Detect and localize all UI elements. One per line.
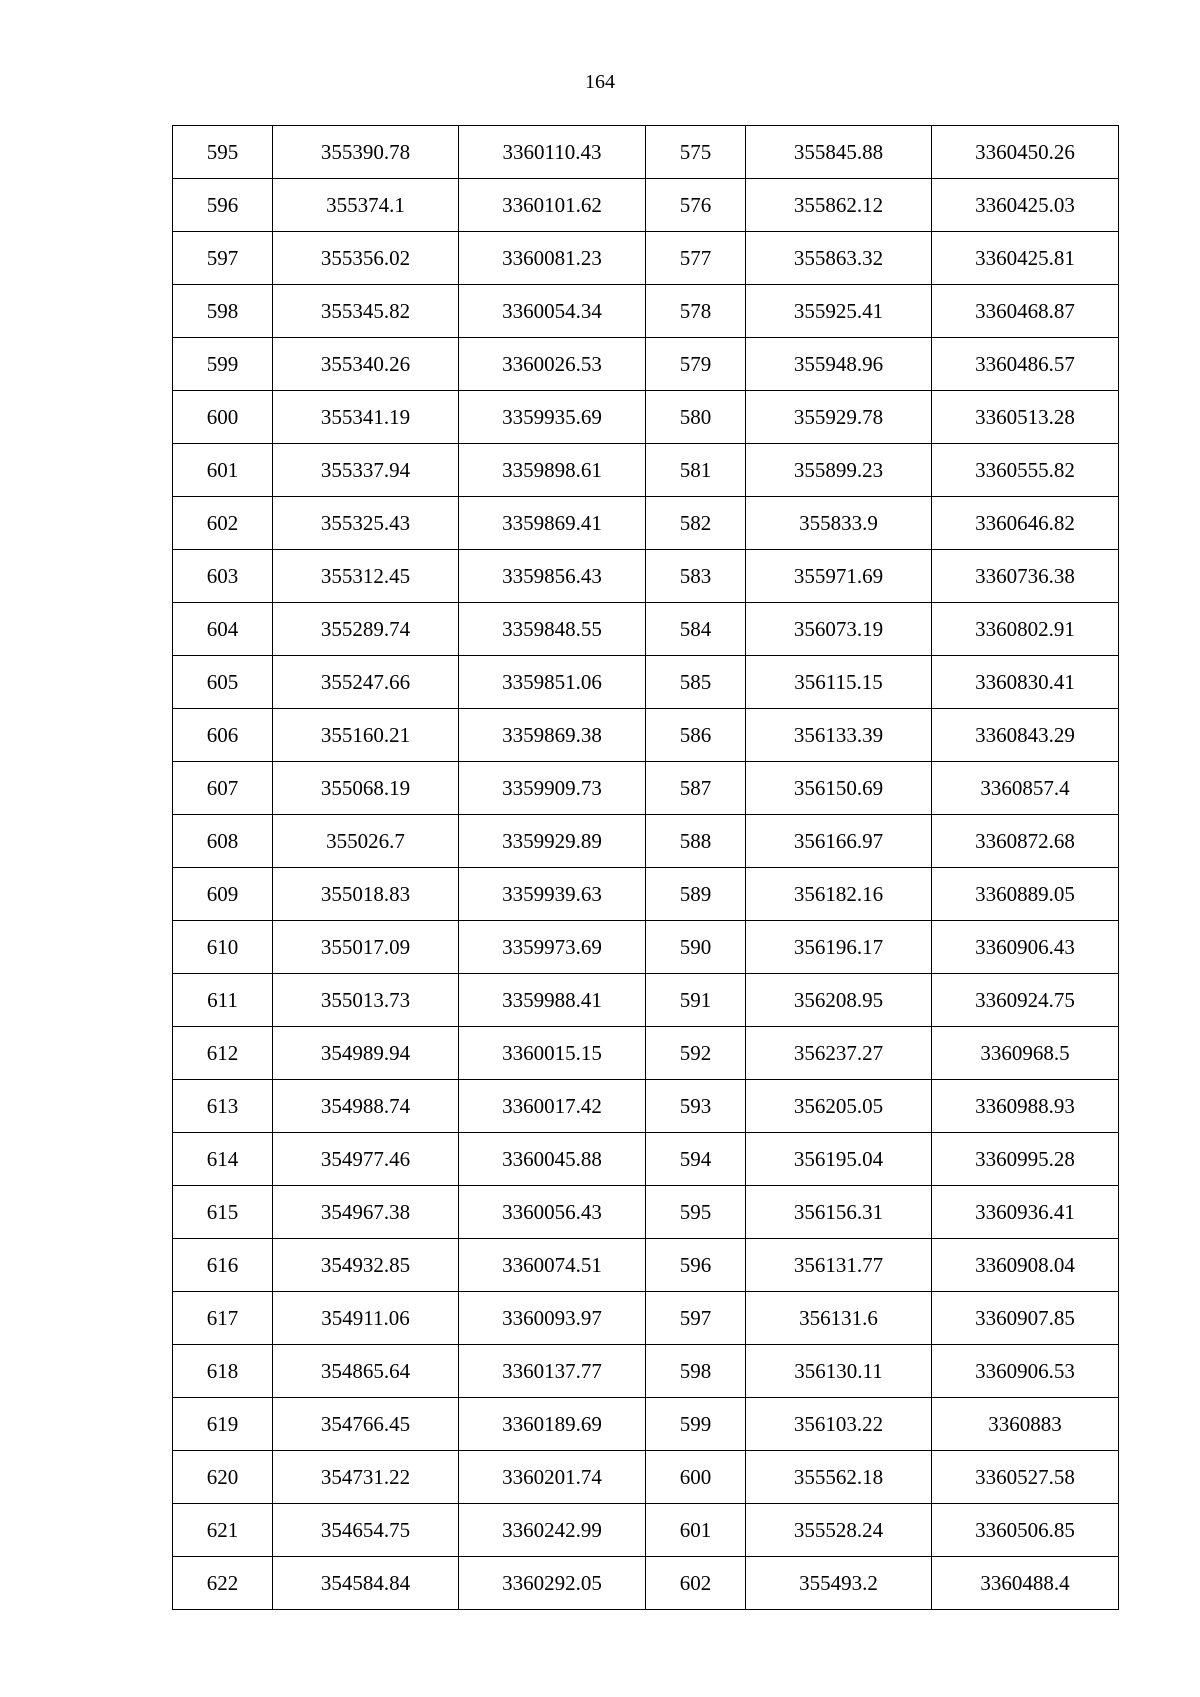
point-id-right-cell: 581 — [646, 444, 746, 497]
y-coord-right-cell: 3360843.29 — [932, 709, 1119, 762]
y-coord-left-cell: 3360292.05 — [459, 1557, 646, 1610]
y-coord-right-cell: 3360425.81 — [932, 232, 1119, 285]
y-coord-left-cell: 3359988.41 — [459, 974, 646, 1027]
point-id-left-cell: 622 — [173, 1557, 273, 1610]
point-id-left-cell: 613 — [173, 1080, 273, 1133]
x-coord-right-cell: 356237.27 — [746, 1027, 932, 1080]
x-coord-left-cell: 354988.74 — [273, 1080, 459, 1133]
y-coord-right-cell: 3360968.5 — [932, 1027, 1119, 1080]
point-id-right-cell: 600 — [646, 1451, 746, 1504]
table-row — [173, 1292, 1119, 1345]
point-id-left-cell: 609 — [173, 868, 273, 921]
x-coord-left-cell: 355325.43 — [273, 497, 459, 550]
point-id-left-cell: 614 — [173, 1133, 273, 1186]
y-coord-left-cell: 3360201.74 — [459, 1451, 646, 1504]
y-coord-right-cell: 3360486.57 — [932, 338, 1119, 391]
x-coord-left-cell: 354731.22 — [273, 1451, 459, 1504]
point-id-left-cell: 619 — [173, 1398, 273, 1451]
x-coord-right-cell: 356115.15 — [746, 656, 932, 709]
table-row — [173, 1345, 1119, 1398]
table-row — [173, 1398, 1119, 1451]
page-number: 164 — [585, 71, 615, 93]
y-coord-right-cell: 3360906.53 — [932, 1345, 1119, 1398]
point-id-right-cell: 578 — [646, 285, 746, 338]
point-id-right-cell: 588 — [646, 815, 746, 868]
y-coord-right-cell: 3360830.41 — [932, 656, 1119, 709]
point-id-left-cell: 601 — [173, 444, 273, 497]
point-id-left-cell: 595 — [173, 126, 273, 179]
point-id-right-cell: 584 — [646, 603, 746, 656]
point-id-right-cell: 597 — [646, 1292, 746, 1345]
y-coord-right-cell: 3360988.93 — [932, 1080, 1119, 1133]
point-id-right-cell: 591 — [646, 974, 746, 1027]
y-coord-left-cell: 3360056.43 — [459, 1186, 646, 1239]
x-coord-right-cell: 356133.39 — [746, 709, 932, 762]
y-coord-left-cell: 3359939.63 — [459, 868, 646, 921]
x-coord-right-cell: 356182.16 — [746, 868, 932, 921]
point-id-right-cell: 592 — [646, 1027, 746, 1080]
table-row — [173, 1186, 1119, 1239]
point-id-right-cell: 590 — [646, 921, 746, 974]
table-row — [173, 656, 1119, 709]
point-id-right-cell: 596 — [646, 1239, 746, 1292]
x-coord-left-cell: 355026.7 — [273, 815, 459, 868]
x-coord-right-cell: 356150.69 — [746, 762, 932, 815]
point-id-left-cell: 600 — [173, 391, 273, 444]
y-coord-left-cell: 3360015.15 — [459, 1027, 646, 1080]
table-row — [173, 444, 1119, 497]
point-id-right-cell: 583 — [646, 550, 746, 603]
table-row — [173, 126, 1119, 179]
x-coord-right-cell: 355862.12 — [746, 179, 932, 232]
x-coord-right-cell: 355863.32 — [746, 232, 932, 285]
point-id-left-cell: 597 — [173, 232, 273, 285]
x-coord-left-cell: 354654.75 — [273, 1504, 459, 1557]
point-id-left-cell: 606 — [173, 709, 273, 762]
x-coord-right-cell: 356205.05 — [746, 1080, 932, 1133]
y-coord-right-cell: 3360936.41 — [932, 1186, 1119, 1239]
y-coord-right-cell: 3360889.05 — [932, 868, 1119, 921]
x-coord-right-cell: 356130.11 — [746, 1345, 932, 1398]
point-id-right-cell: 585 — [646, 656, 746, 709]
x-coord-right-cell: 356195.04 — [746, 1133, 932, 1186]
y-coord-right-cell: 3360513.28 — [932, 391, 1119, 444]
y-coord-left-cell: 3360026.53 — [459, 338, 646, 391]
point-id-right-cell: 595 — [646, 1186, 746, 1239]
point-id-right-cell: 594 — [646, 1133, 746, 1186]
x-coord-left-cell: 354932.85 — [273, 1239, 459, 1292]
y-coord-right-cell: 3360908.04 — [932, 1239, 1119, 1292]
point-id-right-cell: 598 — [646, 1345, 746, 1398]
x-coord-right-cell: 356166.97 — [746, 815, 932, 868]
y-coord-left-cell: 3359869.38 — [459, 709, 646, 762]
y-coord-left-cell: 3360017.42 — [459, 1080, 646, 1133]
table-row — [173, 285, 1119, 338]
point-id-left-cell: 616 — [173, 1239, 273, 1292]
point-id-right-cell: 580 — [646, 391, 746, 444]
point-id-left-cell: 607 — [173, 762, 273, 815]
y-coord-left-cell: 3359935.69 — [459, 391, 646, 444]
table-row — [173, 762, 1119, 815]
coordinate-table — [172, 125, 1119, 1610]
x-coord-right-cell: 356131.6 — [746, 1292, 932, 1345]
y-coord-left-cell: 3359898.61 — [459, 444, 646, 497]
point-id-left-cell: 610 — [173, 921, 273, 974]
y-coord-left-cell: 3359851.06 — [459, 656, 646, 709]
point-id-right-cell: 586 — [646, 709, 746, 762]
y-coord-right-cell: 3360646.82 — [932, 497, 1119, 550]
y-coord-left-cell: 3360045.88 — [459, 1133, 646, 1186]
y-coord-right-cell: 3360906.43 — [932, 921, 1119, 974]
x-coord-right-cell: 355845.88 — [746, 126, 932, 179]
x-coord-right-cell: 355929.78 — [746, 391, 932, 444]
x-coord-left-cell: 355018.83 — [273, 868, 459, 921]
x-coord-left-cell: 355013.73 — [273, 974, 459, 1027]
y-coord-left-cell: 3360110.43 — [459, 126, 646, 179]
table-row — [173, 1133, 1119, 1186]
x-coord-right-cell: 355971.69 — [746, 550, 932, 603]
y-coord-left-cell: 3359848.55 — [459, 603, 646, 656]
x-coord-right-cell: 355562.18 — [746, 1451, 932, 1504]
y-coord-right-cell: 3360857.4 — [932, 762, 1119, 815]
y-coord-right-cell: 3360506.85 — [932, 1504, 1119, 1557]
x-coord-right-cell: 356208.95 — [746, 974, 932, 1027]
point-id-left-cell: 602 — [173, 497, 273, 550]
x-coord-left-cell: 355247.66 — [273, 656, 459, 709]
table-row — [173, 815, 1119, 868]
table-row — [173, 1504, 1119, 1557]
point-id-left-cell: 604 — [173, 603, 273, 656]
point-id-left-cell: 605 — [173, 656, 273, 709]
x-coord-left-cell: 354584.84 — [273, 1557, 459, 1610]
point-id-left-cell: 618 — [173, 1345, 273, 1398]
y-coord-left-cell: 3360081.23 — [459, 232, 646, 285]
coordinate-table-body — [173, 126, 1119, 1610]
point-id-left-cell: 608 — [173, 815, 273, 868]
point-id-right-cell: 593 — [646, 1080, 746, 1133]
point-id-left-cell: 617 — [173, 1292, 273, 1345]
x-coord-right-cell: 356103.22 — [746, 1398, 932, 1451]
x-coord-left-cell: 355068.19 — [273, 762, 459, 815]
table-row — [173, 1557, 1119, 1610]
x-coord-right-cell: 355925.41 — [746, 285, 932, 338]
y-coord-right-cell: 3360883 — [932, 1398, 1119, 1451]
x-coord-right-cell: 355833.9 — [746, 497, 932, 550]
x-coord-left-cell: 355374.1 — [273, 179, 459, 232]
y-coord-left-cell: 3359973.69 — [459, 921, 646, 974]
y-coord-right-cell: 3360468.87 — [932, 285, 1119, 338]
x-coord-left-cell: 354977.46 — [273, 1133, 459, 1186]
point-id-left-cell: 603 — [173, 550, 273, 603]
y-coord-left-cell: 3360189.69 — [459, 1398, 646, 1451]
x-coord-left-cell: 354967.38 — [273, 1186, 459, 1239]
y-coord-left-cell: 3360242.99 — [459, 1504, 646, 1557]
y-coord-left-cell: 3359856.43 — [459, 550, 646, 603]
x-coord-left-cell: 355345.82 — [273, 285, 459, 338]
point-id-right-cell: 587 — [646, 762, 746, 815]
point-id-right-cell: 602 — [646, 1557, 746, 1610]
table-row — [173, 497, 1119, 550]
point-id-left-cell: 615 — [173, 1186, 273, 1239]
point-id-left-cell: 620 — [173, 1451, 273, 1504]
table-row — [173, 603, 1119, 656]
point-id-left-cell: 611 — [173, 974, 273, 1027]
point-id-left-cell: 599 — [173, 338, 273, 391]
table-row — [173, 550, 1119, 603]
point-id-right-cell: 579 — [646, 338, 746, 391]
point-id-left-cell: 621 — [173, 1504, 273, 1557]
x-coord-right-cell: 356073.19 — [746, 603, 932, 656]
x-coord-right-cell: 355899.23 — [746, 444, 932, 497]
y-coord-left-cell: 3359869.41 — [459, 497, 646, 550]
x-coord-right-cell: 355948.96 — [746, 338, 932, 391]
table-row — [173, 1080, 1119, 1133]
y-coord-right-cell: 3360907.85 — [932, 1292, 1119, 1345]
x-coord-right-cell: 356196.17 — [746, 921, 932, 974]
x-coord-left-cell: 355356.02 — [273, 232, 459, 285]
table-row — [173, 338, 1119, 391]
x-coord-left-cell: 354865.64 — [273, 1345, 459, 1398]
y-coord-left-cell: 3360054.34 — [459, 285, 646, 338]
y-coord-right-cell: 3360555.82 — [932, 444, 1119, 497]
point-id-right-cell: 577 — [646, 232, 746, 285]
x-coord-left-cell: 354766.45 — [273, 1398, 459, 1451]
table-row — [173, 391, 1119, 444]
x-coord-left-cell: 354911.06 — [273, 1292, 459, 1345]
table-row — [173, 232, 1119, 285]
table-row — [173, 921, 1119, 974]
y-coord-left-cell: 3359909.73 — [459, 762, 646, 815]
y-coord-left-cell: 3360074.51 — [459, 1239, 646, 1292]
point-id-left-cell: 598 — [173, 285, 273, 338]
y-coord-left-cell: 3360137.77 — [459, 1345, 646, 1398]
table-row — [173, 1451, 1119, 1504]
y-coord-right-cell: 3360488.4 — [932, 1557, 1119, 1610]
x-coord-left-cell: 355341.19 — [273, 391, 459, 444]
x-coord-right-cell: 355493.2 — [746, 1557, 932, 1610]
x-coord-left-cell: 355390.78 — [273, 126, 459, 179]
y-coord-right-cell: 3360527.58 — [932, 1451, 1119, 1504]
table-row — [173, 868, 1119, 921]
y-coord-right-cell: 3360995.28 — [932, 1133, 1119, 1186]
y-coord-right-cell: 3360872.68 — [932, 815, 1119, 868]
point-id-left-cell: 596 — [173, 179, 273, 232]
table-row — [173, 1239, 1119, 1292]
point-id-left-cell: 612 — [173, 1027, 273, 1080]
y-coord-right-cell: 3360425.03 — [932, 179, 1119, 232]
x-coord-right-cell: 356156.31 — [746, 1186, 932, 1239]
y-coord-left-cell: 3359929.89 — [459, 815, 646, 868]
x-coord-left-cell: 355160.21 — [273, 709, 459, 762]
x-coord-left-cell: 355340.26 — [273, 338, 459, 391]
y-coord-right-cell: 3360802.91 — [932, 603, 1119, 656]
x-coord-right-cell: 355528.24 — [746, 1504, 932, 1557]
y-coord-right-cell: 3360450.26 — [932, 126, 1119, 179]
x-coord-left-cell: 355337.94 — [273, 444, 459, 497]
y-coord-right-cell: 3360736.38 — [932, 550, 1119, 603]
point-id-right-cell: 582 — [646, 497, 746, 550]
y-coord-left-cell: 3360093.97 — [459, 1292, 646, 1345]
point-id-right-cell: 599 — [646, 1398, 746, 1451]
point-id-right-cell: 601 — [646, 1504, 746, 1557]
table-row — [173, 709, 1119, 762]
y-coord-left-cell: 3360101.62 — [459, 179, 646, 232]
x-coord-left-cell: 355017.09 — [273, 921, 459, 974]
table-row — [173, 179, 1119, 232]
x-coord-left-cell: 355312.45 — [273, 550, 459, 603]
x-coord-left-cell: 354989.94 — [273, 1027, 459, 1080]
table-row — [173, 974, 1119, 1027]
x-coord-left-cell: 355289.74 — [273, 603, 459, 656]
point-id-right-cell: 589 — [646, 868, 746, 921]
table-row — [173, 1027, 1119, 1080]
point-id-right-cell: 576 — [646, 179, 746, 232]
point-id-right-cell: 575 — [646, 126, 746, 179]
x-coord-right-cell: 356131.77 — [746, 1239, 932, 1292]
y-coord-right-cell: 3360924.75 — [932, 974, 1119, 1027]
